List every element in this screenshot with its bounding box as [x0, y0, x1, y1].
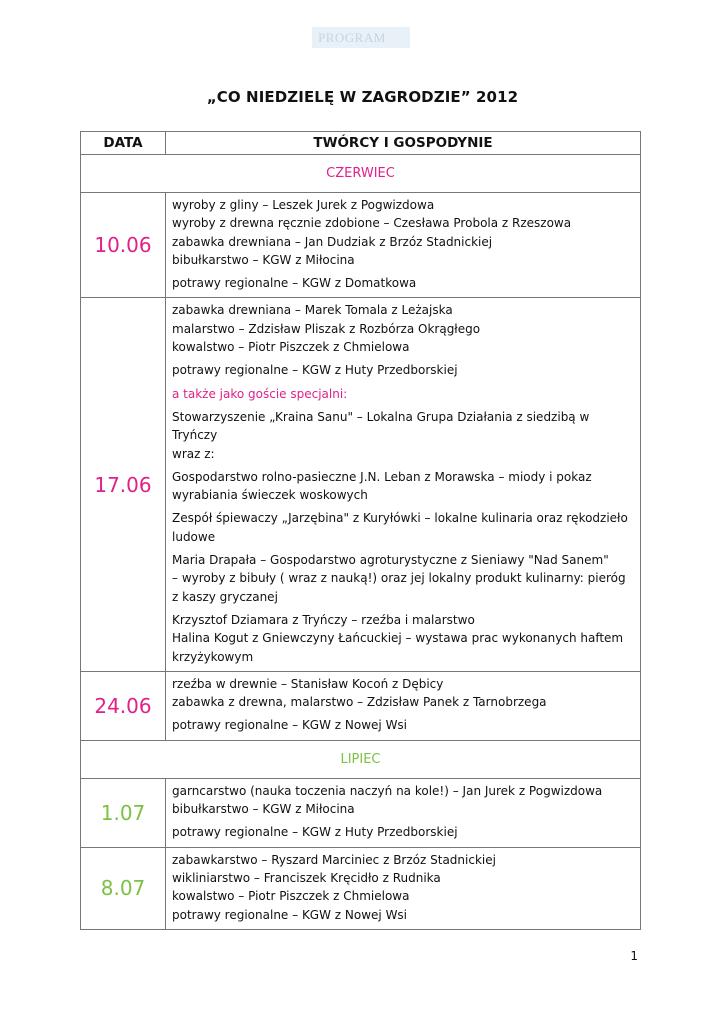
header-date: DATA	[81, 132, 166, 155]
month-row-june	[81, 155, 641, 193]
table-row	[81, 847, 641, 929]
list-item: krzyżykowym	[172, 649, 254, 664]
list-item: wyrabiania świeczek woskowych	[172, 488, 368, 503]
header-creators: TWÓRCY I GOSPODYNIE	[166, 132, 641, 155]
list-item: potrawy regionalne – KGW z Huty Przedborskiej	[172, 825, 458, 840]
list-item: wyroby z gliny – Leszek Jurek z Pogwizdowa	[172, 198, 435, 212]
items-cell	[166, 847, 641, 929]
list-item: wikliniarstwo – Franciszek Kręcidło z Rudnika	[172, 870, 441, 885]
items-cell	[166, 193, 641, 298]
list-item: kowalstwo – Piotr Piszczek z Chmielowa	[172, 889, 410, 904]
list-item: malarstwo – Zdzisław Pliszak z Rozbórza Okrągłego	[172, 321, 481, 336]
list-item: wraz z:	[172, 446, 215, 461]
program-badge: PROGRAM	[312, 27, 410, 48]
list-item: zabawka drewniana – Marek Tomala z Leżajska	[172, 303, 453, 318]
date-cell: 24.06	[81, 671, 166, 740]
table-row	[81, 298, 641, 671]
items-cell	[166, 298, 641, 671]
list-item: Zespół śpiewaczy „Jarzębina" z Kuryłówki – lokalne kulinaria oraz rękodzieło	[172, 511, 628, 526]
table-row	[81, 778, 641, 847]
list-item: wyroby z drewna ręcznie zdobione – Czesława Probola z Rzeszowa	[172, 216, 572, 231]
list-item: ludowe	[172, 529, 216, 544]
list-item: Krzysztof Dziamara z Tryńczy – rzeźba i malarstwo	[172, 612, 475, 627]
month-row-july	[81, 740, 641, 778]
list-item: potrawy regionalne – KGW z Nowej Wsi	[172, 907, 408, 922]
month-june: CZERWIEC	[81, 155, 641, 193]
special-guests-label: a także jako goście specjalni:	[172, 386, 348, 401]
list-item: potrawy regionalne – KGW z Huty Przedborskiej	[172, 363, 458, 378]
list-item: zabawkarstwo – Ryszard Marciniec z Brzóz Stadnickiej	[172, 852, 496, 867]
list-item: Halina Kogut z Gniewczyny Łańcuckiej – wystawa prac wykonanych haftem	[172, 631, 624, 646]
date-cell: 8.07	[81, 847, 166, 929]
list-item: Stowarzyszenie „Kraina Sanu" – Lokalna Grupa Działania z siedzibą w Tryńczy	[172, 409, 590, 443]
list-item: bibułkarstwo – KGW z Miłocina	[172, 802, 355, 817]
items-cell	[166, 671, 641, 740]
month-july: LIPIEC	[81, 740, 641, 778]
list-item: Maria Drapała – Gospodarstwo agroturystyczne z Sieniawy "Nad Sanem"	[172, 553, 609, 568]
table-row	[81, 193, 641, 298]
list-item: rzeźba w drewnie – Stanisław Kocoń z Dębicy	[172, 676, 444, 691]
list-item: garncarstwo (nauka toczenia naczyń na kole!) – Jan Jurek z Pogwizdowa	[172, 783, 603, 798]
list-item: – wyroby z bibuły ( wraz z nauką!) oraz jej lokalny produkt kulinarny: pieróg	[172, 571, 626, 586]
date-cell: 1.07	[81, 778, 166, 847]
list-item: Gospodarstwo rolno-pasieczne J.N. Leban z Morawska – miody i pokaz	[172, 469, 592, 484]
list-item: bibułkarstwo – KGW z Miłocina	[172, 252, 355, 267]
list-item: zabawka z drewna, malarstwo – Zdzisław Panek z Tarnobrzega	[172, 695, 547, 710]
date-cell: 10.06	[81, 193, 166, 298]
table-row	[81, 671, 641, 740]
items-cell	[166, 778, 641, 847]
schedule-table	[80, 131, 641, 930]
page-title: „CO NIEDZIELĘ W ZAGRODZIE” 2012	[206, 88, 519, 106]
page-number: 1	[630, 949, 638, 963]
date-cell: 17.06	[81, 298, 166, 671]
list-item: zabawka drewniana – Jan Dudziak z Brzóz Stadnickiej	[172, 234, 493, 249]
list-item: potrawy regionalne – KGW z Nowej Wsi	[172, 718, 408, 733]
list-item: kowalstwo – Piotr Piszczek z Chmielowa	[172, 340, 410, 355]
list-item: potrawy regionalne – KGW z Domatkowa	[172, 276, 417, 291]
list-item: z kaszy gryczanej	[172, 589, 278, 604]
header-row	[81, 132, 641, 155]
